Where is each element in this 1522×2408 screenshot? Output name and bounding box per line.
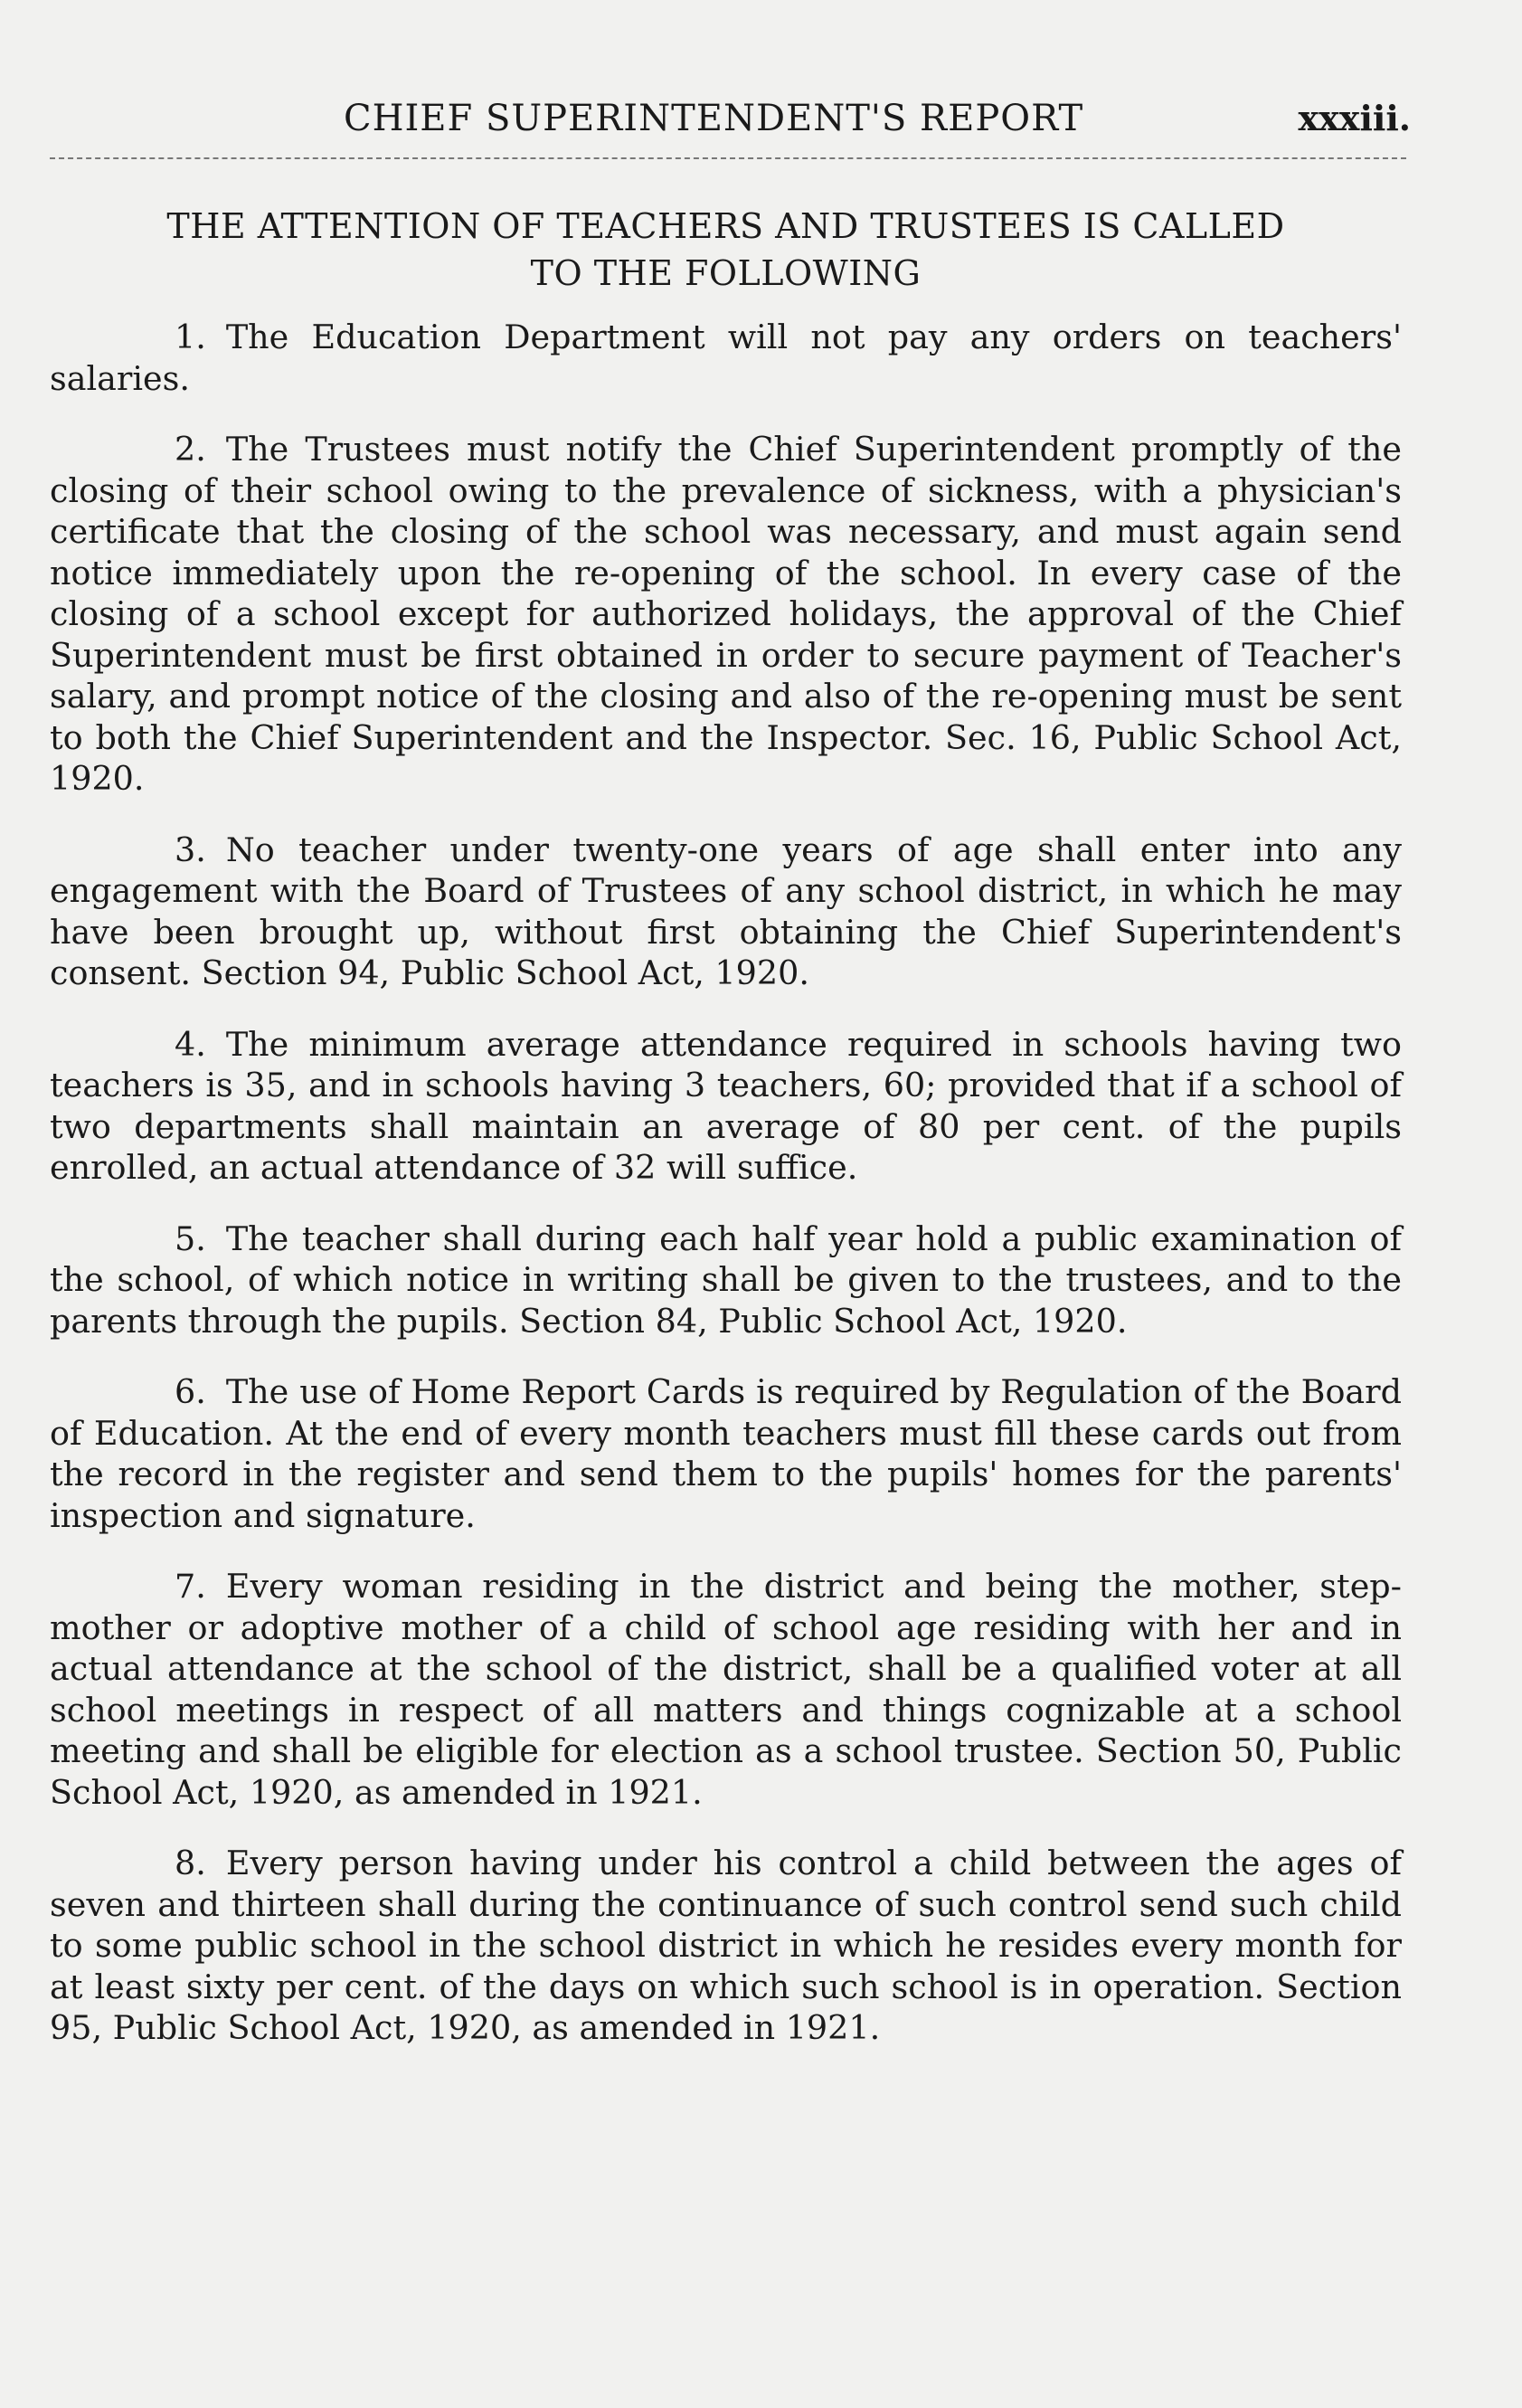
item-number: 5. xyxy=(175,1218,206,1258)
notice-item-7 xyxy=(50,1566,1402,1813)
item-number: 4. xyxy=(175,1024,206,1064)
notice-item-3 xyxy=(50,830,1402,994)
item-number: 1. xyxy=(175,318,206,356)
item-number: 7. xyxy=(175,1567,206,1606)
item-number: 2. xyxy=(175,430,206,469)
running-title: CHIEF SUPERINTENDENT'S REPORT xyxy=(344,98,1084,139)
notice-item-1 xyxy=(50,317,1402,399)
running-head xyxy=(50,90,1411,145)
item-text: The teacher shall during each half year hold a public examination of the school, of which notice in writing shall be given to the trustees, and to the parents through the pupils. Section 84, Public School Act, 1920. xyxy=(50,1218,1402,1341)
page-number: xxxiii. xyxy=(1298,98,1411,138)
notice-item-5 xyxy=(50,1218,1402,1342)
item-text: The minimum average attendance required in schools having two teachers is 35, and in schools having 3 teachers, 60; provided that if a school of two departments shall maintain an average of 80 per cent. of the pupils enrolled, an actual attendance of 32 will suffice. xyxy=(50,1024,1402,1187)
notice-item-4 xyxy=(50,1024,1402,1189)
item-number: 3. xyxy=(175,830,206,869)
item-text: The Education Department will not pay any orders on teachers' salaries. xyxy=(50,318,1402,398)
item-text: No teacher under twenty-one years of age shall enter into any engagement with the Board of Trustees of any school district, in which he may have been brought up, without first obtaining the Chief Superintendent's consent. Section 94, Public School Act, 1920. xyxy=(50,830,1402,992)
notice-item-2 xyxy=(50,429,1402,800)
notice-item-6 xyxy=(50,1371,1402,1536)
item-text: The use of Home Report Cards is required by Regulation of the Board of Education. At the end of every month teachers must fill these cards out from the record in the register and send them to the pupils' homes for the parents' inspection and signature. xyxy=(50,1372,1402,1535)
notice-heading-line-1: THE ATTENTION OF TEACHERS AND TRUSTEES IS CALLED xyxy=(166,206,1285,246)
notice-item-8 xyxy=(50,1843,1402,2049)
item-text: Every woman residing in the district and being the mother, step-mother or adoptive mother of a child of school age residing with her and in actual attendance at the school of the district, shall be a qualified voter at all school meetings in respect of all matters and things cognizable at a school meeting and shall be eligible for election as a school trustee. Section 50, Public School Act, 1920, as amended in 1921. xyxy=(50,1567,1402,1812)
item-number: 6. xyxy=(175,1372,206,1411)
document-page xyxy=(50,90,1411,2079)
item-text: The Trustees must notify the Chief Superintendent promptly of the closing of their school owing to the prevalence of sickness, with a physician's certificate that the closing of the school was necessary, and must again send notice immediately upon the re-opening of the school. In every case of the closing of a school except for authorized holidays, the approval of the Chief Superintendent must be first obtained in order to secure payment of Teacher's salary, and prompt notice of the closing and also of the re-opening must be sent to both the Chief Superintendent and the Inspector. Sec. 16, Public School Act, 1920. xyxy=(50,430,1402,798)
notice-heading-line-2: TO THE FOLLOWING xyxy=(530,253,922,293)
header-rule xyxy=(50,157,1406,159)
item-text: Every person having under his control a child between the ages of seven and thirteen shall during the continuance of such control send such child to some public school in the school district in which he resides every month for at least sixty per cent. of the days on which such school is in operation. Section 95, Public School Act, 1920, as amended in 1921. xyxy=(50,1844,1402,2047)
notice-heading xyxy=(50,203,1402,297)
item-number: 8. xyxy=(175,1844,206,1882)
